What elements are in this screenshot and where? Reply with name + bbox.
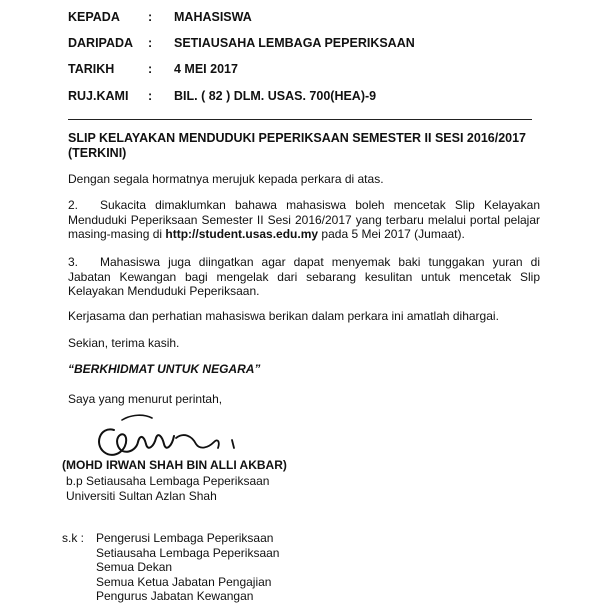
header-colon: : xyxy=(148,36,153,50)
motto: “BERKHIDMAT UNTUK NEGARA” xyxy=(68,362,261,376)
sk-item: Semua Ketua Jabatan Pengajian xyxy=(96,574,272,589)
sk-item: Semua Dekan xyxy=(96,560,173,575)
sk-label: s.k : xyxy=(62,531,85,545)
header-colon: : xyxy=(148,89,153,103)
opening-paragraph: Dengan segala hormatnya merujuk kepada perkara di atas. xyxy=(68,172,384,186)
portal-link[interactable]: http://student.usas.edu.my xyxy=(165,227,319,241)
sk-list xyxy=(96,531,279,604)
paragraph-number: 2. xyxy=(68,198,79,212)
closing-line: Saya yang menurut perintah, xyxy=(68,392,223,406)
paragraph-2-text: Sukacita dimaklumkan bahawa mahasiswa boleh mencetak Slip Kelayakan Menduduki Peperiksaan Semester II Sesi 2016/2017 yang terbaru melalui portal pelajar masing-masing di xyxy=(68,198,540,241)
header-divider xyxy=(68,119,532,120)
header-value: MAHASISWA xyxy=(174,10,252,24)
memo-title: SLIP KELAYAKAN MENDUDUKI PEPERIKSAAN SEMESTER II SESI 2016/2017 (TERKINI) xyxy=(68,131,527,160)
signer-position: b.p Setiausaha Lembaga Peperiksaan xyxy=(66,474,270,488)
header-value: SETIAUSAHA LEMBAGA PEPERIKSAAN xyxy=(174,36,415,50)
paragraph-2-text-end: pada 5 Mei 2017 (Jumaat). xyxy=(321,227,465,241)
header-label: RUJ.KAMI xyxy=(68,89,129,103)
header-value: BIL. ( 82 ) DLM. USAS. 700(HEA)-9 xyxy=(174,89,377,103)
paragraph-3-text: Mahasiswa juga diingatkan agar dapat menyemak baki tunggakan yuran di Jabatan Kewangan bagi mengelak dari sebarang kesulitan untuk mencetak Slip Kelayakan Menduduki Peperiksaan. xyxy=(68,255,540,298)
signer-name: (MOHD IRWAN SHAH BIN ALLI AKBAR) xyxy=(62,458,287,472)
header-colon: : xyxy=(148,62,153,76)
header-label: TARIKH xyxy=(68,62,115,76)
sk-item: Pengurus Jabatan Kewangan xyxy=(96,589,254,604)
header-label: KEPADA xyxy=(68,10,120,24)
paragraph-number: 3. xyxy=(68,255,79,269)
paragraph-4: Kerjasama dan perhatian mahasiswa berikan dalam perkara ini amatlah dihargai. xyxy=(68,309,499,323)
paragraph-3 xyxy=(68,255,540,299)
paragraph-2 xyxy=(68,198,540,242)
header-colon: : xyxy=(148,10,153,24)
header-value: 4 MEI 2017 xyxy=(174,62,238,76)
sk-item: Pengerusi Lembaga Peperiksaan xyxy=(96,531,274,545)
thanks-line: Sekian, terima kasih. xyxy=(68,336,180,350)
signer-institution: Universiti Sultan Azlan Shah xyxy=(66,489,217,503)
header-label: DARIPADA xyxy=(68,36,134,50)
sk-item: Setiausaha Lembaga Peperiksaan xyxy=(96,545,280,560)
